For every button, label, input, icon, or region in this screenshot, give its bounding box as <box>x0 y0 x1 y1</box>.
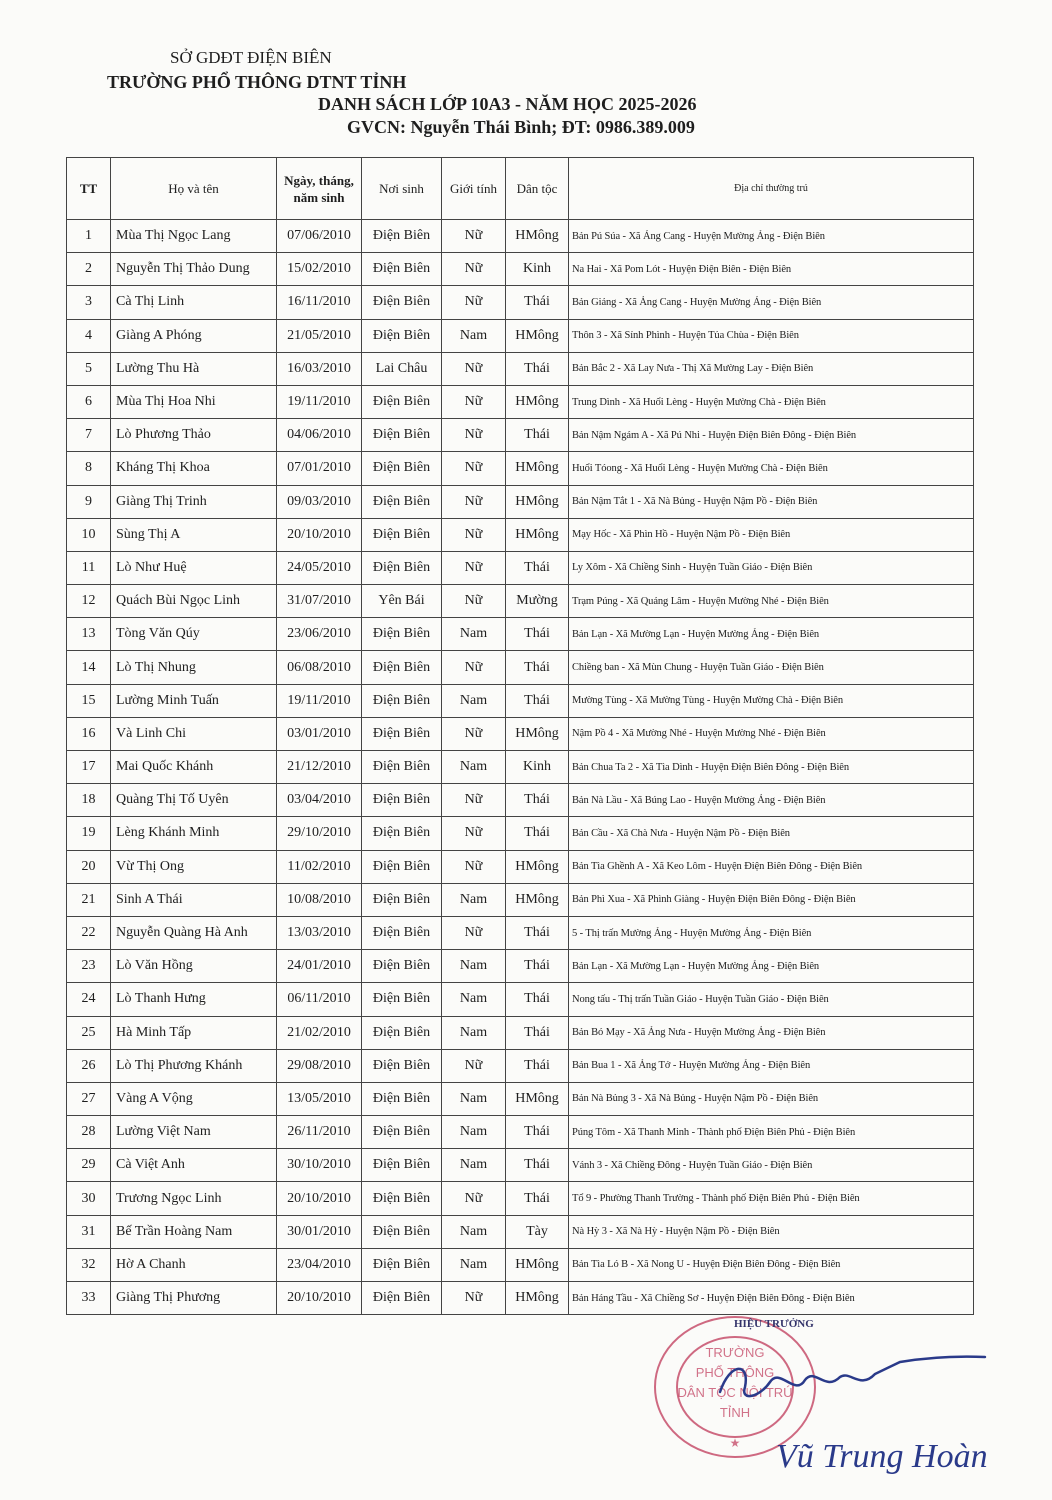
cell-ethnicity: HMông <box>506 1082 569 1115</box>
cell-dob: 30/01/2010 <box>277 1215 362 1248</box>
col-header-ethnicity: Dân tộc <box>506 158 569 220</box>
cell-ethnicity: HMông <box>506 1248 569 1281</box>
cell-address: Bản Pú Súa - Xã Ảng Cang - Huyện Mường Ảng - Điện Biên <box>569 220 974 253</box>
cell-birthplace: Điện Biên <box>362 253 442 286</box>
cell-name: Lường Minh Tuấn <box>111 684 277 717</box>
cell-dob: 09/03/2010 <box>277 485 362 518</box>
cell-ethnicity: Thái <box>506 352 569 385</box>
cell-name: Lò Phương Thảo <box>111 419 277 452</box>
cell-gender: Nữ <box>442 817 506 850</box>
cell-name: Bế Trần Hoàng Nam <box>111 1215 277 1248</box>
table-row <box>67 220 974 253</box>
cell-tt: 20 <box>67 850 111 883</box>
student-roster-table <box>66 157 974 1315</box>
cell-dob: 03/01/2010 <box>277 717 362 750</box>
svg-text:DÂN TỘC NỘI TRÚ: DÂN TỘC NỘI TRÚ <box>677 1385 793 1400</box>
table-row <box>67 1082 974 1115</box>
cell-address: Vánh 3 - Xã Chiềng Đông - Huyện Tuần Giáo - Điện Biên <box>569 1149 974 1182</box>
cell-dob: 15/02/2010 <box>277 253 362 286</box>
cell-address: Bản Phì Xua - Xã Phình Giàng - Huyện Điện Biên Đông - Điện Biên <box>569 883 974 916</box>
cell-name: Nguyễn Thị Thảo Dung <box>111 253 277 286</box>
cell-tt: 30 <box>67 1182 111 1215</box>
cell-address: Bản Bó Mạy - Xã Ảng Nưa - Huyện Mường Ảng - Điện Biên <box>569 1016 974 1049</box>
cell-dob: 06/08/2010 <box>277 651 362 684</box>
cell-name: Quàng Thị Tố Uyên <box>111 784 277 817</box>
cell-dob: 19/11/2010 <box>277 385 362 418</box>
cell-ethnicity: HMông <box>506 850 569 883</box>
cell-address: 5 - Thị trấn Mường Ảng - Huyện Mường Ảng - Điện Biên <box>569 916 974 949</box>
cell-dob: 20/10/2010 <box>277 1282 362 1315</box>
cell-gender: Nữ <box>442 286 506 319</box>
cell-name: Và Linh Chi <box>111 717 277 750</box>
cell-gender: Nữ <box>442 253 506 286</box>
cell-tt: 4 <box>67 319 111 352</box>
cell-name: Mùa Thị Ngọc Lang <box>111 220 277 253</box>
cell-tt: 24 <box>67 983 111 1016</box>
cell-birthplace: Điện Biên <box>362 1149 442 1182</box>
cell-address: Nà Hỳ 3 - Xã Nà Hỳ - Huyện Nậm Pồ - Điện Biên <box>569 1215 974 1248</box>
cell-gender: Nam <box>442 684 506 717</box>
cell-name: Trương Ngọc Linh <box>111 1182 277 1215</box>
cell-dob: 06/11/2010 <box>277 983 362 1016</box>
cell-dob: 31/07/2010 <box>277 585 362 618</box>
cell-tt: 13 <box>67 618 111 651</box>
table-row <box>67 1116 974 1149</box>
school-name: TRƯỜNG PHỔ THÔNG DTNT TỈNH <box>107 72 407 92</box>
cell-gender: Nữ <box>442 717 506 750</box>
cell-gender: Nữ <box>442 485 506 518</box>
cell-name: Giàng Thị Phương <box>111 1282 277 1315</box>
cell-name: Cà Thị Linh <box>111 286 277 319</box>
cell-address: Púng Tôm - Xã Thanh Minh - Thành phố Điện Biên Phủ - Điện Biên <box>569 1116 974 1149</box>
cell-dob: 24/01/2010 <box>277 950 362 983</box>
cell-birthplace: Điện Biên <box>362 1215 442 1248</box>
cell-name: Lò Văn Hồng <box>111 950 277 983</box>
cell-birthplace: Điện Biên <box>362 850 442 883</box>
table-row <box>67 950 974 983</box>
signer-title: HIỆU TRƯỞNG <box>734 1318 814 1330</box>
cell-tt: 14 <box>67 651 111 684</box>
table-row <box>67 551 974 584</box>
cell-address: Bản Tìa Ghềnh A - Xã Keo Lôm - Huyện Điện Biên Đông - Điện Biên <box>569 850 974 883</box>
cell-dob: 13/05/2010 <box>277 1082 362 1115</box>
cell-tt: 5 <box>67 352 111 385</box>
cell-address: Bản Nậm Tắt 1 - Xã Nà Bủng - Huyện Nậm Pồ - Điện Biên <box>569 485 974 518</box>
cell-ethnicity: HMông <box>506 518 569 551</box>
table-row <box>67 1149 974 1182</box>
cell-birthplace: Điện Biên <box>362 286 442 319</box>
cell-tt: 8 <box>67 452 111 485</box>
cell-gender: Nam <box>442 1082 506 1115</box>
cell-ethnicity: Thái <box>506 983 569 1016</box>
cell-birthplace: Điện Biên <box>362 220 442 253</box>
cell-gender: Nữ <box>442 551 506 584</box>
cell-birthplace: Điện Biên <box>362 784 442 817</box>
cell-ethnicity: HMông <box>506 220 569 253</box>
cell-name: Lèng Khánh Minh <box>111 817 277 850</box>
cell-address: Bản Nà Lầu - Xã Búng Lao - Huyện Mường Ảng - Điện Biên <box>569 784 974 817</box>
col-header-address: Địa chỉ thường trú <box>569 158 974 220</box>
cell-gender: Nữ <box>442 784 506 817</box>
cell-birthplace: Điện Biên <box>362 983 442 1016</box>
cell-address: Nong tấu - Thị trấn Tuần Giáo - Huyện Tuần Giáo - Điện Biên <box>569 983 974 1016</box>
cell-name: Sinh A Thái <box>111 883 277 916</box>
cell-birthplace: Điện Biên <box>362 1082 442 1115</box>
cell-name: Lò Như Huệ <box>111 551 277 584</box>
cell-birthplace: Điện Biên <box>362 419 442 452</box>
cell-gender: Nam <box>442 1016 506 1049</box>
cell-ethnicity: Thái <box>506 784 569 817</box>
table-row <box>67 1182 974 1215</box>
col-header-gender: Giới tính <box>442 158 506 220</box>
cell-name: Cà Việt Anh <box>111 1149 277 1182</box>
cell-address: Bản Tìa Ló B - Xã Nong U - Huyện Điện Biên Đông - Điện Biên <box>569 1248 974 1281</box>
cell-name: Vàng A Vộng <box>111 1082 277 1115</box>
cell-name: Hờ A Chanh <box>111 1248 277 1281</box>
cell-address: Bản Cầu - Xã Chà Nưa - Huyện Nậm Pồ - Điện Biên <box>569 817 974 850</box>
cell-tt: 26 <box>67 1049 111 1082</box>
table-row <box>67 286 974 319</box>
cell-gender: Nữ <box>442 850 506 883</box>
cell-dob: 07/06/2010 <box>277 220 362 253</box>
cell-address: Nậm Pồ 4 - Xã Mường Nhé - Huyện Mường Nhé - Điện Biên <box>569 717 974 750</box>
table-row <box>67 319 974 352</box>
cell-name: Lường Thu Hà <box>111 352 277 385</box>
cell-birthplace: Lai Châu <box>362 352 442 385</box>
cell-name: Sùng Thị A <box>111 518 277 551</box>
cell-birthplace: Điện Biên <box>362 385 442 418</box>
cell-address: Bản Bua 1 - Xã Ảng Tở - Huyện Mường Ảng - Điện Biên <box>569 1049 974 1082</box>
table-row <box>67 1049 974 1082</box>
cell-gender: Nữ <box>442 1282 506 1315</box>
cell-name: Giàng Thị Trinh <box>111 485 277 518</box>
table-row <box>67 385 974 418</box>
svg-text:TỈNH: TỈNH <box>719 1405 751 1420</box>
cell-gender: Nữ <box>442 352 506 385</box>
cell-gender: Nữ <box>442 385 506 418</box>
table-row <box>67 452 974 485</box>
cell-ethnicity: Thái <box>506 618 569 651</box>
cell-address: Na Hai - Xã Pom Lót - Huyện Điện Biên - Điện Biên <box>569 253 974 286</box>
cell-gender: Nam <box>442 1116 506 1149</box>
cell-ethnicity: Thái <box>506 684 569 717</box>
signer-name: Vũ Trung Hoàn <box>776 1438 988 1475</box>
cell-name: Lường Việt Nam <box>111 1116 277 1149</box>
cell-name: Nguyễn Quàng Hà Anh <box>111 916 277 949</box>
cell-address: Huổi Tóong - Xã Huổi Lèng - Huyện Mường Chà - Điện Biên <box>569 452 974 485</box>
cell-birthplace: Điện Biên <box>362 452 442 485</box>
cell-tt: 17 <box>67 751 111 784</box>
cell-ethnicity: HMông <box>506 319 569 352</box>
cell-ethnicity: Thái <box>506 1182 569 1215</box>
cell-dob: 13/03/2010 <box>277 916 362 949</box>
cell-birthplace: Điện Biên <box>362 518 442 551</box>
cell-name: Lò Thanh Hưng <box>111 983 277 1016</box>
cell-dob: 19/11/2010 <box>277 684 362 717</box>
table-row <box>67 817 974 850</box>
cell-ethnicity: HMông <box>506 717 569 750</box>
table-row <box>67 850 974 883</box>
cell-address: Chiềng ban - Xã Mùn Chung - Huyện Tuần Giáo - Điện Biên <box>569 651 974 684</box>
table-row <box>67 651 974 684</box>
cell-name: Kháng Thị Khoa <box>111 452 277 485</box>
cell-address: Mạy Hốc - Xã Phìn Hồ - Huyện Nậm Pồ - Điện Biên <box>569 518 974 551</box>
col-header-tt: TT <box>67 158 111 220</box>
cell-dob: 30/10/2010 <box>277 1149 362 1182</box>
table-row <box>67 717 974 750</box>
cell-dob: 21/12/2010 <box>277 751 362 784</box>
table-row <box>67 253 974 286</box>
cell-ethnicity: HMông <box>506 452 569 485</box>
cell-dob: 29/08/2010 <box>277 1049 362 1082</box>
cell-gender: Nam <box>442 883 506 916</box>
table-row <box>67 618 974 651</box>
cell-tt: 2 <box>67 253 111 286</box>
svg-text:TRƯỜNG: TRƯỜNG <box>705 1345 765 1360</box>
cell-address: Trung Dình - Xã Huổi Lèng - Huyện Mường Chà - Điện Biên <box>569 385 974 418</box>
cell-tt: 3 <box>67 286 111 319</box>
cell-tt: 22 <box>67 916 111 949</box>
cell-dob: 21/02/2010 <box>277 1016 362 1049</box>
cell-birthplace: Điện Biên <box>362 817 442 850</box>
cell-gender: Nam <box>442 751 506 784</box>
cell-ethnicity: Thái <box>506 1049 569 1082</box>
cell-ethnicity: Kinh <box>506 751 569 784</box>
cell-address: Bản Bắc 2 - Xã Lay Nưa - Thị Xã Mường Lay - Điện Biên <box>569 352 974 385</box>
cell-name: Vừ Thị Ong <box>111 850 277 883</box>
table-row <box>67 518 974 551</box>
cell-name: Mùa Thị Hoa Nhi <box>111 385 277 418</box>
cell-gender: Nữ <box>442 452 506 485</box>
cell-tt: 9 <box>67 485 111 518</box>
cell-tt: 10 <box>67 518 111 551</box>
cell-address: Thôn 3 - Xã Sính Phình - Huyện Tủa Chùa - Điện Biên <box>569 319 974 352</box>
cell-ethnicity: Kinh <box>506 253 569 286</box>
cell-gender: Nữ <box>442 1182 506 1215</box>
cell-tt: 1 <box>67 220 111 253</box>
cell-address: Bản Nà Bủng 3 - Xã Nà Bủng - Huyện Nậm Pồ - Điện Biên <box>569 1082 974 1115</box>
cell-tt: 16 <box>67 717 111 750</box>
cell-ethnicity: HMông <box>506 883 569 916</box>
cell-name: Lò Thị Nhung <box>111 651 277 684</box>
svg-text:★: ★ <box>729 1436 741 1450</box>
cell-address: Ly Xôm - Xã Chiềng Sinh - Huyện Tuần Giáo - Điện Biên <box>569 551 974 584</box>
table-row <box>67 883 974 916</box>
cell-dob: 03/04/2010 <box>277 784 362 817</box>
cell-dob: 23/06/2010 <box>277 618 362 651</box>
table-header-row <box>67 158 974 220</box>
cell-dob: 20/10/2010 <box>277 1182 362 1215</box>
table-row <box>67 1282 974 1315</box>
cell-name: Tòng Văn Qúy <box>111 618 277 651</box>
cell-ethnicity: Thái <box>506 286 569 319</box>
cell-tt: 25 <box>67 1016 111 1049</box>
cell-address: Bản Nậm Ngám A - Xã Pú Nhi - Huyện Điện Biên Đông - Điện Biên <box>569 419 974 452</box>
cell-address: Tổ 9 - Phường Thanh Trường - Thành phố Điện Biên Phủ - Điện Biên <box>569 1182 974 1215</box>
cell-name: Lò Thị Phương Khánh <box>111 1049 277 1082</box>
cell-birthplace: Điện Biên <box>362 751 442 784</box>
cell-address: Bản Giảng - Xã Ảng Cang - Huyện Mường Ảng - Điện Biên <box>569 286 974 319</box>
cell-address: Bản Lạn - Xã Mường Lạn - Huyện Mường Ảng - Điện Biên <box>569 950 974 983</box>
cell-tt: 19 <box>67 817 111 850</box>
cell-gender: Nam <box>442 983 506 1016</box>
cell-birthplace: Điện Biên <box>362 684 442 717</box>
cell-tt: 28 <box>67 1116 111 1149</box>
cell-address: Bản Háng Tầu - Xã Chiềng Sơ - Huyện Điện Biên Đông - Điện Biên <box>569 1282 974 1315</box>
cell-tt: 12 <box>67 585 111 618</box>
cell-ethnicity: Thái <box>506 1016 569 1049</box>
cell-gender: Nam <box>442 1149 506 1182</box>
cell-birthplace: Điện Biên <box>362 618 442 651</box>
cell-birthplace: Yên Bái <box>362 585 442 618</box>
handwritten-signature <box>700 1342 990 1422</box>
cell-name: Quách Bùi Ngọc Linh <box>111 585 277 618</box>
cell-ethnicity: Thái <box>506 916 569 949</box>
cell-gender: Nam <box>442 950 506 983</box>
cell-gender: Nữ <box>442 419 506 452</box>
cell-gender: Nam <box>442 618 506 651</box>
cell-address: Bản Chua Ta 2 - Xã Tìa Dình - Huyện Điện Biên Đông - Điện Biên <box>569 751 974 784</box>
cell-tt: 11 <box>67 551 111 584</box>
cell-ethnicity: Thái <box>506 1149 569 1182</box>
cell-tt: 29 <box>67 1149 111 1182</box>
cell-birthplace: Điện Biên <box>362 1248 442 1281</box>
cell-gender: Nam <box>442 1248 506 1281</box>
cell-birthplace: Điện Biên <box>362 883 442 916</box>
cell-gender: Nữ <box>442 916 506 949</box>
cell-dob: 16/03/2010 <box>277 352 362 385</box>
cell-dob: 04/06/2010 <box>277 419 362 452</box>
cell-birthplace: Điện Biên <box>362 950 442 983</box>
table-row <box>67 352 974 385</box>
cell-ethnicity: HMông <box>506 385 569 418</box>
cell-gender: Nữ <box>442 1049 506 1082</box>
cell-gender: Nữ <box>442 651 506 684</box>
cell-dob: 16/11/2010 <box>277 286 362 319</box>
cell-dob: 23/04/2010 <box>277 1248 362 1281</box>
cell-ethnicity: HMông <box>506 1282 569 1315</box>
cell-dob: 10/08/2010 <box>277 883 362 916</box>
col-header-name: Họ và tên <box>111 158 277 220</box>
cell-birthplace: Điện Biên <box>362 485 442 518</box>
table-row <box>67 751 974 784</box>
cell-birthplace: Điện Biên <box>362 1182 442 1215</box>
document-title: DANH SÁCH LỚP 10A3 - NĂM HỌC 2025-2026 <box>318 94 697 114</box>
cell-gender: Nam <box>442 319 506 352</box>
table-row <box>67 784 974 817</box>
cell-birthplace: Điện Biên <box>362 551 442 584</box>
table-row <box>67 1248 974 1281</box>
col-header-birthplace: Nơi sinh <box>362 158 442 220</box>
department-name: SỞ GDĐT ĐIỆN BIÊN <box>170 48 332 67</box>
cell-gender: Nữ <box>442 220 506 253</box>
cell-address: Bản Lạn - Xã Mường Lạn - Huyện Mường Ảng - Điện Biên <box>569 618 974 651</box>
col-header-dob: Ngày, tháng, năm sinh <box>277 158 362 220</box>
cell-ethnicity: Tày <box>506 1215 569 1248</box>
table-row <box>67 1016 974 1049</box>
cell-tt: 23 <box>67 950 111 983</box>
cell-birthplace: Điện Biên <box>362 1016 442 1049</box>
table-row <box>67 983 974 1016</box>
cell-birthplace: Điện Biên <box>362 1049 442 1082</box>
cell-dob: 29/10/2010 <box>277 817 362 850</box>
table-row <box>67 585 974 618</box>
cell-birthplace: Điện Biên <box>362 717 442 750</box>
cell-name: Hà Minh Tấp <box>111 1016 277 1049</box>
cell-ethnicity: Thái <box>506 1116 569 1149</box>
table-row <box>67 1215 974 1248</box>
cell-address: Trạm Púng - Xã Quảng Lâm - Huyện Mường Nhé - Điện Biên <box>569 585 974 618</box>
cell-birthplace: Điện Biên <box>362 916 442 949</box>
cell-ethnicity: Thái <box>506 950 569 983</box>
cell-name: Giàng A Phóng <box>111 319 277 352</box>
cell-ethnicity: Thái <box>506 551 569 584</box>
table-body <box>67 220 974 1315</box>
svg-text:PHỔ THÔNG: PHỔ THÔNG <box>695 1365 775 1380</box>
homeroom-teacher: GVCN: Nguyễn Thái Bình; ĐT: 0986.389.009 <box>347 117 695 137</box>
cell-tt: 6 <box>67 385 111 418</box>
cell-dob: 20/10/2010 <box>277 518 362 551</box>
cell-dob: 26/11/2010 <box>277 1116 362 1149</box>
cell-dob: 11/02/2010 <box>277 850 362 883</box>
cell-tt: 31 <box>67 1215 111 1248</box>
cell-tt: 15 <box>67 684 111 717</box>
cell-dob: 07/01/2010 <box>277 452 362 485</box>
cell-ethnicity: Thái <box>506 419 569 452</box>
cell-tt: 32 <box>67 1248 111 1281</box>
table-row <box>67 419 974 452</box>
cell-dob: 24/05/2010 <box>277 551 362 584</box>
cell-birthplace: Điện Biên <box>362 1116 442 1149</box>
cell-gender: Nữ <box>442 585 506 618</box>
cell-birthplace: Điện Biên <box>362 651 442 684</box>
cell-ethnicity: Thái <box>506 651 569 684</box>
cell-gender: Nữ <box>442 518 506 551</box>
cell-name: Mai Quốc Khánh <box>111 751 277 784</box>
cell-tt: 33 <box>67 1282 111 1315</box>
cell-dob: 21/05/2010 <box>277 319 362 352</box>
cell-tt: 21 <box>67 883 111 916</box>
table-row <box>67 916 974 949</box>
table-row <box>67 485 974 518</box>
cell-gender: Nam <box>442 1215 506 1248</box>
cell-ethnicity: Mường <box>506 585 569 618</box>
cell-tt: 7 <box>67 419 111 452</box>
cell-birthplace: Điện Biên <box>362 1282 442 1315</box>
cell-tt: 27 <box>67 1082 111 1115</box>
cell-address: Mường Tùng - Xã Mường Tùng - Huyện Mường Chà - Điện Biên <box>569 684 974 717</box>
cell-ethnicity: HMông <box>506 485 569 518</box>
cell-birthplace: Điện Biên <box>362 319 442 352</box>
cell-ethnicity: Thái <box>506 817 569 850</box>
cell-tt: 18 <box>67 784 111 817</box>
table-row <box>67 684 974 717</box>
